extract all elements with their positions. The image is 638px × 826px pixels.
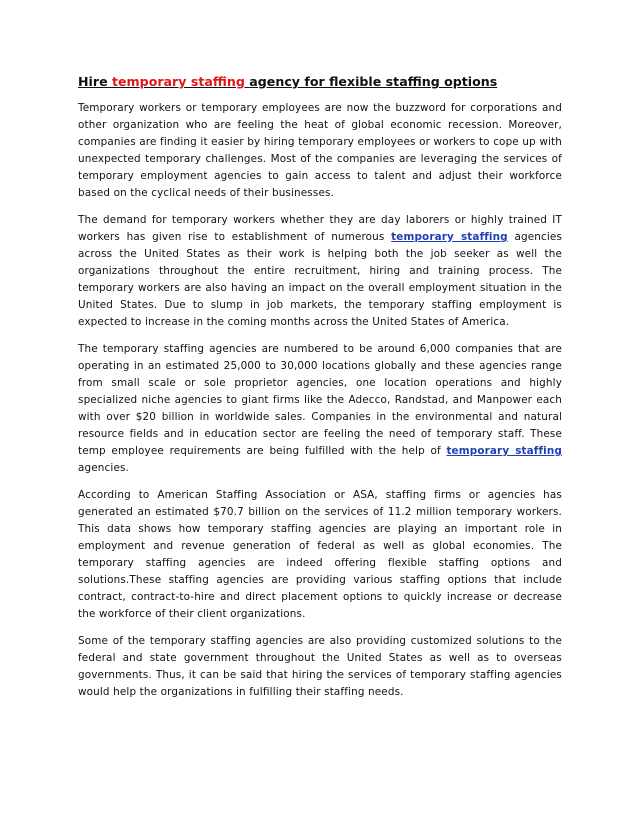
paragraph-2 [78, 212, 562, 331]
paragraph-3-text-before: The temporary staffing agencies are numbered to be around 6,000 companies that are operating in an estimated 25,000 to 30,000 locations globally and these agencies range from small scale or sole proprietor agencies, one location operations and highly specialized niche agencies to giant firms like the Adecco, Randstad, and Manpower each with over $20 billion in worldwide sales. Companies in the environmental and natural resource fields and in education sector are feeling the need of temporary staff. These temp employee requirements are being fulfilled with the help of [78, 343, 562, 457]
title-highlight: temporary staffing [112, 74, 250, 89]
document-page [78, 74, 562, 711]
title-prefix: Hire [78, 74, 112, 89]
paragraph-2-text-before: The demand for temporary workers whether they are day laborers or highly trained IT workers has given rise to establishment of numerous [78, 214, 562, 243]
paragraph-3 [78, 341, 562, 477]
temporary-staffing-link-2[interactable]: temporary staffing [446, 445, 562, 457]
paragraph-1: Temporary workers or temporary employees are now the buzzword for corporations and other organization who are feeling the heat of global economic recession. Moreover, companies are finding it easier by hiring temporary employees or workers to cope up with unexpected temporary challenges. Most of the companies are leveraging the services of temporary employment agencies to gain access to talent and adjust their workforce based on the cyclical needs of their businesses. [78, 102, 562, 199]
paragraph-2-text-after: agencies across the United States as their work is helping both the job seeker as well the organizations throughout the entire recruitment, hiring and training process. The temporary workers are also having an impact on the overall employment situation in the United States. Due to slump in job markets, the temporary staffing employment is expected to increase in the coming months across the United States of America. [78, 231, 563, 328]
paragraph-5: Some of the temporary staffing agencies are also providing customized solutions to the federal and state government throughout the United States as well as to overseas governments. Thus, it can be said that hiring the services of temporary staffing agencies would help the organizations in fulfilling their staffing needs. [78, 635, 562, 698]
temporary-staffing-link[interactable]: temporary staffing [391, 231, 508, 243]
title-suffix: agency for flexible staffing options [249, 74, 498, 89]
article-title [78, 74, 562, 90]
paragraph-4: According to American Staffing Association or ASA, staffing firms or agencies has generated an estimated $70.7 billion on the services of 11.2 million temporary workers. This data shows how temporary staffing agencies are playing an important role in employment and revenue generation of federal as well as global economies. The temporary staffing agencies are indeed offering flexible staffing options and solutions.These staffing agencies are providing various staffing options that include contract, contract-to-hire and direct placement options to quickly increase or decrease the workforce of their client organizations. [78, 489, 562, 620]
paragraph-3-text-after: agencies. [78, 462, 129, 474]
